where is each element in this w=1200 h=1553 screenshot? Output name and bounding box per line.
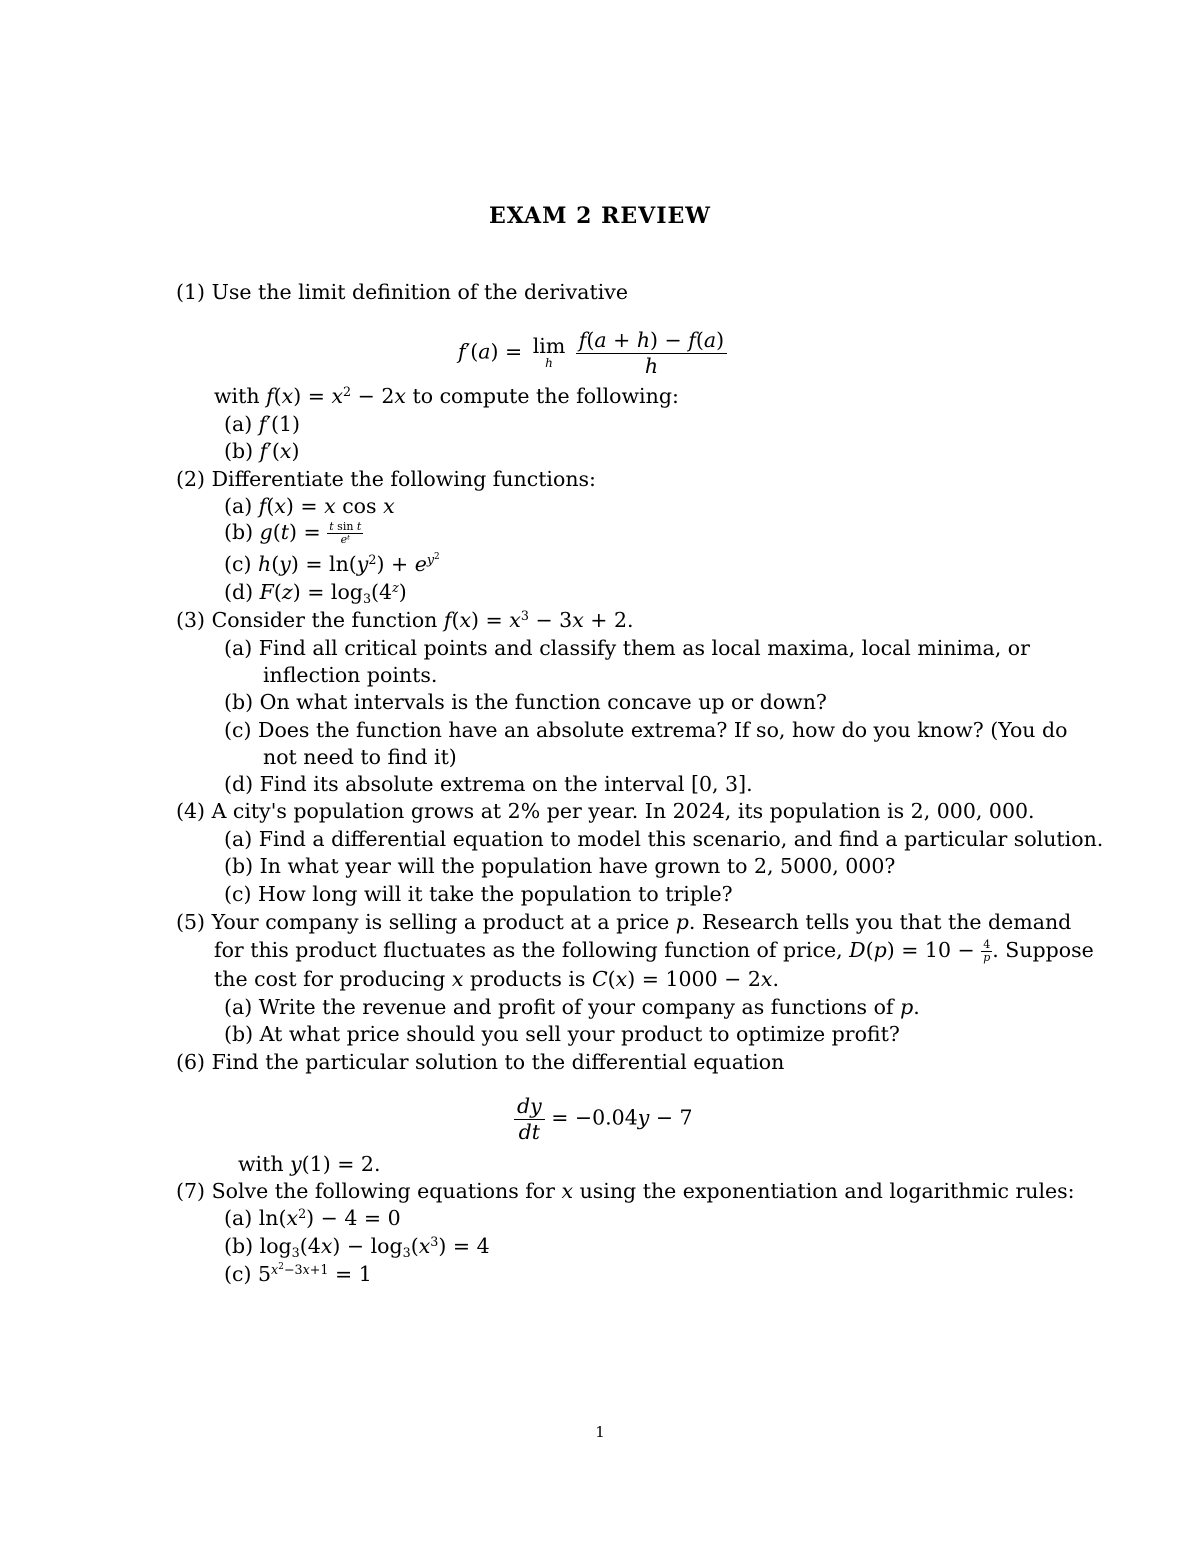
q4-line: (4) A city's population grows at 2% per year. In 2024, its population is 2, 000, 000. (176, 799, 1035, 823)
q7-line: (7) Solve the following equations for x using the exponentiation and logarithmic rules: (176, 1179, 1075, 1203)
q1-with-line: with $f(x) = x^2 - 2x$ to compute the following: (214, 384, 679, 408)
q1b: (b) f′(x) (224, 439, 300, 463)
q6-differential-equation: $\frac{dy}{dt}$ = −0.04y − 7 (514, 1096, 693, 1142)
q7b: (b) $\log_3(4x) - \log_3(x^3) = 4$ (224, 1234, 490, 1260)
q1-number: (1) (176, 280, 206, 304)
q1-limit-formula: f′(a) = lim h $\frac{f(a + h) - f(a)}{h}$ (458, 330, 727, 376)
q5-line1: (5) Your company is selling a product at a price p. Research tells you that the demand (176, 910, 1072, 934)
q2c: (c) $h(y) = \ln(y^2) + e^{y^2}$ (224, 552, 440, 576)
q3b: (b) On what intervals is the function concave up or down? (224, 690, 827, 714)
q3a-cont: inflection points. (263, 663, 438, 687)
q6-initial-condition: with y(1) = 2. (238, 1152, 381, 1176)
limit-operator: lim h (532, 333, 566, 371)
fraction-4-over-p: $\frac{4}{p}$ (983, 938, 991, 965)
q4c: (c) How long will it take the population to triple? (224, 882, 733, 906)
page-number: 1 (595, 1423, 605, 1441)
q3c-cont: not need to find it) (263, 745, 457, 769)
q1-line (176, 282, 628, 303)
q5-line3: the cost for producing x products is C(x) = 1000 − 2x. (214, 967, 779, 991)
fraction-t-sin-t-over-e-t: $\frac{\text{t sin t}}{e^t}$ (329, 520, 362, 547)
q5-line2: for this product fluctuates as the following function of price, D(p) = 10 − $\frac{4}{p}$ . Suppose (214, 938, 1094, 965)
q3a: (a) Find all critical points and classify them as local maxima, local minima, or (224, 636, 1030, 660)
q7c: (c) $5^{x^2-3x+1} = 1$ (224, 1262, 372, 1286)
q3-line: (3) Consider the function $f(x) = x^3 - 3x + 2$. (176, 608, 634, 632)
q2d: (d) $F(z) = \log_3(4^z)$ (224, 580, 407, 606)
q5b: (b) At what price should you sell your product to optimize profit? (224, 1022, 900, 1046)
q1a: (a) f′(1) (224, 412, 301, 436)
q4b: (b) In what year will the population have grown to 2, 5000, 000? (224, 854, 896, 878)
q3c: (c) Does the function have an absolute extrema? If so, how do you know? (You do (224, 718, 1068, 742)
page-title: EXAM 2 REVIEW (489, 203, 711, 229)
q2a: (a) f(x) = x cos x (224, 494, 395, 518)
q3d: (d) Find its absolute extrema on the interval [0, 3]. (224, 772, 753, 796)
difference-quotient: $\frac{f(a + h) - f(a)}{h}$ (576, 330, 727, 376)
dy-dt-fraction: $\frac{dy}{dt}$ (514, 1096, 545, 1142)
q5a: (a) Write the revenue and profit of your company as functions of p. (224, 995, 920, 1019)
q1-text: Use the limit definition of the derivative (211, 280, 628, 304)
q6-line: (6) Find the particular solution to the differential equation (176, 1050, 785, 1074)
q7a: (a) $\ln(x^2) - 4 = 0$ (224, 1206, 401, 1230)
q2b: (b) g(t) = $\frac{\text{t sin t}}{e^t}$ (224, 520, 362, 547)
q4a: (a) Find a differential equation to model this scenario, and find a particular solution. (224, 827, 1104, 851)
q2-line: (2) Differentiate the following functions: (176, 467, 596, 491)
